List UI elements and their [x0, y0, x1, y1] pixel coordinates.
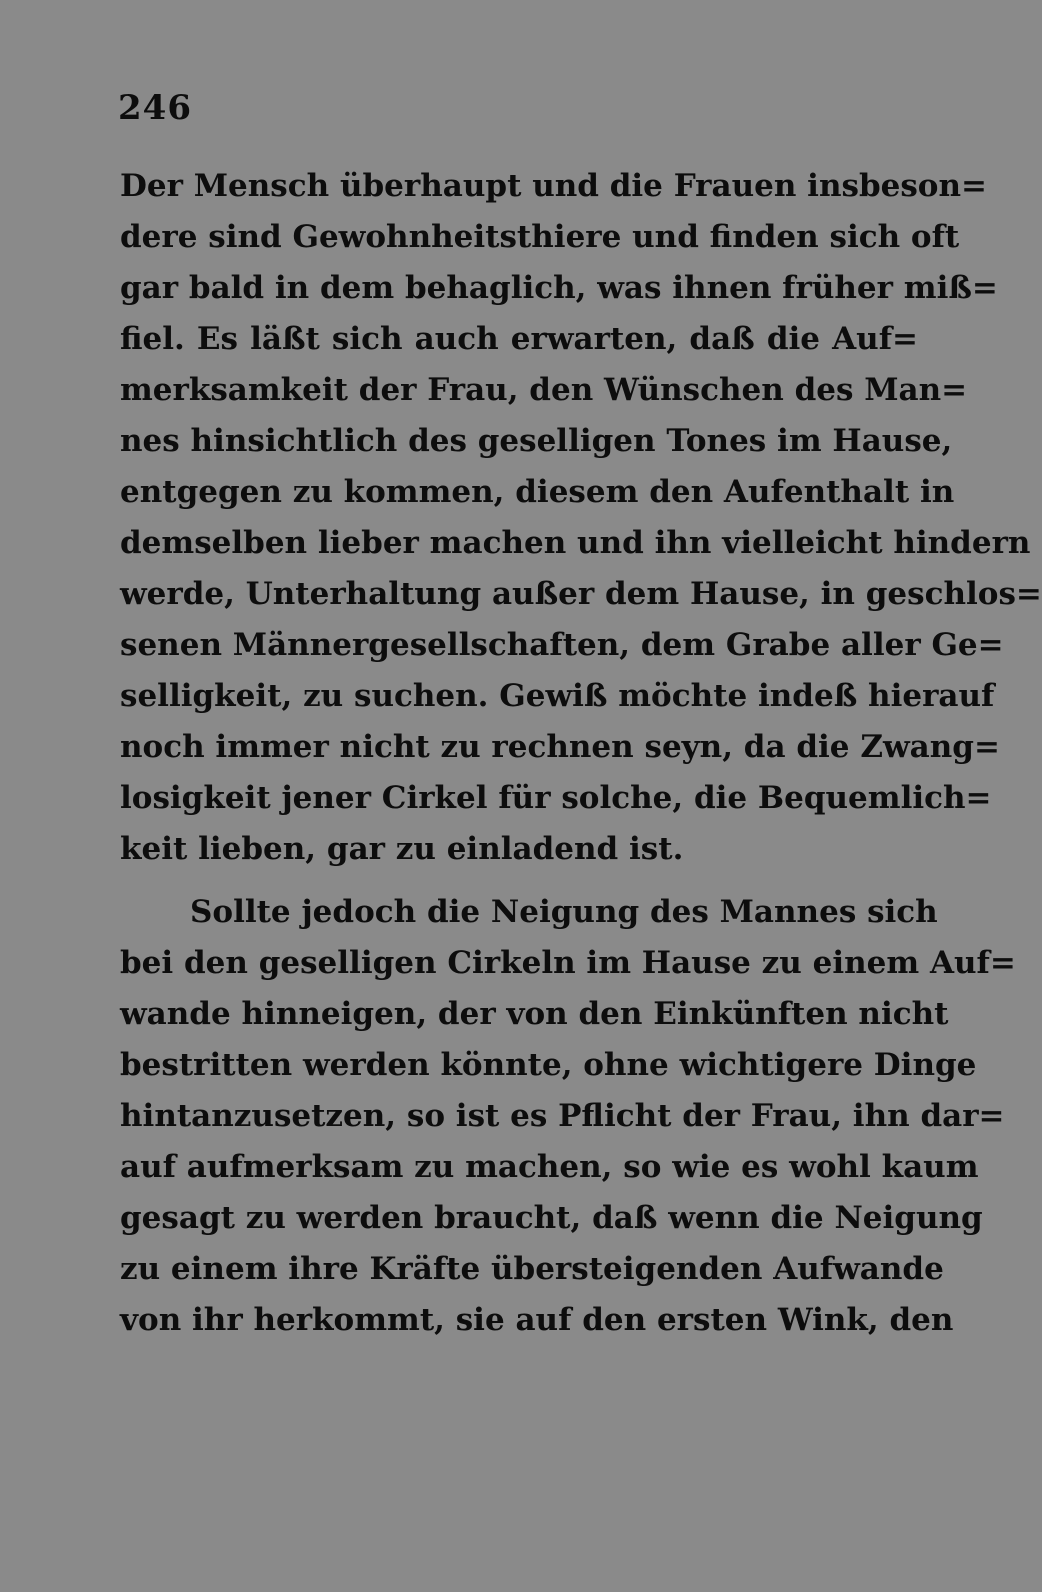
text-line: nes hinsichtlich des geselligen Tones im Hause,: [120, 423, 953, 459]
text-line: Der Mensch überhaupt und die Frauen insbeson=: [120, 168, 987, 204]
text-line: losigkeit jener Cirkel für solche, die Bequemlich=: [120, 780, 992, 816]
text-line: entgegen zu kommen, diesem den Aufenthalt in: [120, 474, 955, 510]
text-line: gar bald in dem behaglich, was ihnen früher miß=: [120, 270, 998, 306]
text-line: hintanzusetzen, so ist es Pflicht der Frau, ihn dar=: [120, 1098, 1005, 1134]
text-line: dere sind Gewohnheitsthiere und finden sich oft: [120, 219, 960, 255]
text-line: Sollte jedoch die Neigung des Mannes sich: [190, 894, 938, 930]
text-line: gesagt zu werden braucht, daß wenn die Neigung: [120, 1200, 983, 1236]
text-line: demselben lieber machen und ihn vielleicht hindern: [120, 525, 1031, 561]
text-line: bestritten werden könnte, ohne wichtigere Dinge: [120, 1047, 977, 1083]
text-line: noch immer nicht zu rechnen seyn, da die Zwang=: [120, 729, 1000, 765]
text-line: werde, Unterhaltung außer dem Hause, in geschlos=: [120, 576, 1042, 612]
text-line: selligkeit, zu suchen. Gewiß möchte indeß hierauf: [120, 678, 995, 714]
text-line: zu einem ihre Kräfte übersteigenden Aufwande: [120, 1251, 944, 1287]
text-line: keit lieben, gar zu einladend ist.: [120, 831, 684, 867]
text-line: senen Männergesellschaften, dem Grabe aller Ge=: [120, 627, 1004, 663]
text-line: wande hinneigen, der von den Einkünften nicht: [120, 996, 949, 1032]
text-line: merksamkeit der Frau, den Wünschen des Man=: [120, 372, 968, 408]
text-line: fiel. Es läßt sich auch erwarten, daß die Auf=: [120, 321, 918, 357]
text-line: bei den geselligen Cirkeln im Hause zu einem Auf=: [120, 945, 1016, 981]
page-number: 246: [118, 88, 192, 128]
text-line: auf aufmerksam zu machen, so wie es wohl kaum: [120, 1149, 979, 1185]
text-line: von ihr herkommt, sie auf den ersten Wink, den: [120, 1302, 954, 1338]
